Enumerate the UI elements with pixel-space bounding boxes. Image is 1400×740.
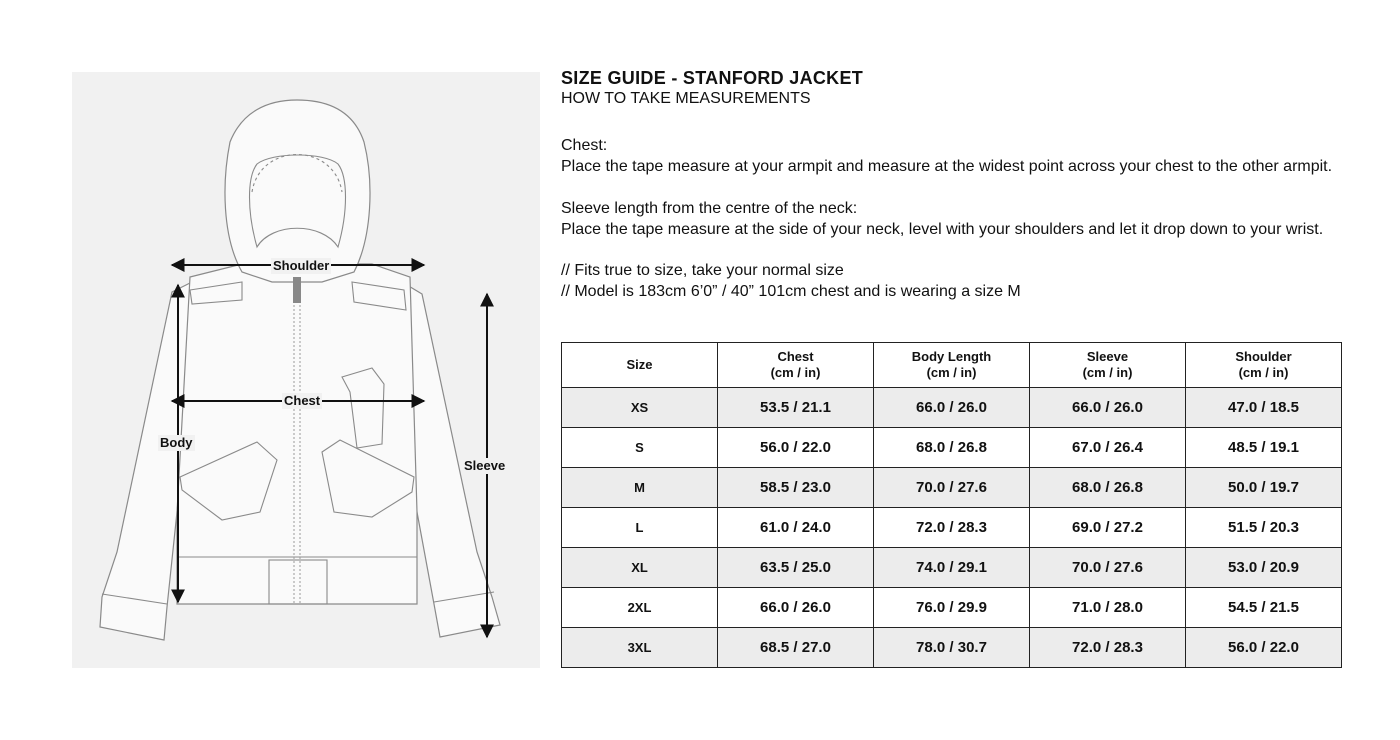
cell-chest: 56.0 / 22.0 bbox=[718, 428, 874, 468]
cell-sleeve: 70.0 / 27.6 bbox=[1030, 548, 1186, 588]
cell-shoulder: 56.0 / 22.0 bbox=[1186, 628, 1342, 668]
page-title: SIZE GUIDE - STANFORD JACKET bbox=[561, 68, 864, 88]
table-row bbox=[562, 588, 1342, 628]
sleeve-heading: Sleeve length from the centre of the neck: bbox=[561, 200, 858, 217]
table-row bbox=[562, 388, 1342, 428]
cell-shoulder: 48.5 / 19.1 bbox=[1186, 428, 1342, 468]
cell-body-length: 70.0 / 27.6 bbox=[874, 468, 1030, 508]
cell-chest: 68.5 / 27.0 bbox=[718, 628, 874, 668]
header-shoulder: Shoulder (cm / in) bbox=[1186, 343, 1342, 388]
fit-note: // Fits true to size, take your normal size bbox=[561, 262, 844, 279]
cell-chest: 58.5 / 23.0 bbox=[718, 468, 874, 508]
table-row bbox=[562, 468, 1342, 508]
table-row bbox=[562, 508, 1342, 548]
cell-chest: 53.5 / 21.1 bbox=[718, 388, 874, 428]
jacket-diagram bbox=[72, 72, 540, 668]
cell-body-length: 68.0 / 26.8 bbox=[874, 428, 1030, 468]
cell-sleeve: 67.0 / 26.4 bbox=[1030, 428, 1186, 468]
header-sleeve: Sleeve (cm / in) bbox=[1030, 343, 1186, 388]
cell-sleeve: 68.0 / 26.8 bbox=[1030, 468, 1186, 508]
cell-sleeve: 72.0 / 28.3 bbox=[1030, 628, 1186, 668]
table-row bbox=[562, 628, 1342, 668]
table-header-row bbox=[562, 343, 1342, 388]
cell-shoulder: 50.0 / 19.7 bbox=[1186, 468, 1342, 508]
cell-size: 3XL bbox=[562, 628, 718, 668]
header-size: Size bbox=[562, 343, 718, 388]
cell-size: L bbox=[562, 508, 718, 548]
cell-size: XL bbox=[562, 548, 718, 588]
cell-body-length: 74.0 / 29.1 bbox=[874, 548, 1030, 588]
jacket-hood bbox=[225, 100, 370, 282]
chest-heading: Chest: bbox=[561, 137, 608, 154]
sleeve-instructions: Place the tape measure at the side of your neck, level with your shoulders and let it drop down to your wrist. bbox=[561, 221, 1324, 238]
cell-body-length: 72.0 / 28.3 bbox=[874, 508, 1030, 548]
chest-label: Chest bbox=[284, 393, 321, 408]
cell-size: S bbox=[562, 428, 718, 468]
size-table bbox=[561, 342, 1342, 668]
cell-body-length: 76.0 / 29.9 bbox=[874, 588, 1030, 628]
jacket-illustration bbox=[72, 72, 540, 668]
cell-sleeve: 69.0 / 27.2 bbox=[1030, 508, 1186, 548]
cell-shoulder: 54.5 / 21.5 bbox=[1186, 588, 1342, 628]
header-chest: Chest (cm / in) bbox=[718, 343, 874, 388]
sleeve-label: Sleeve bbox=[464, 458, 506, 473]
model-note: // Model is 183cm 6’0” / 40” 101cm chest and is wearing a size M bbox=[561, 283, 1021, 300]
cell-shoulder: 47.0 / 18.5 bbox=[1186, 388, 1342, 428]
cell-body-length: 66.0 / 26.0 bbox=[874, 388, 1030, 428]
table-row bbox=[562, 548, 1342, 588]
cell-chest: 66.0 / 26.0 bbox=[718, 588, 874, 628]
cell-sleeve: 71.0 / 28.0 bbox=[1030, 588, 1186, 628]
shoulder-label: Shoulder bbox=[273, 258, 330, 273]
cell-shoulder: 51.5 / 20.3 bbox=[1186, 508, 1342, 548]
table-row bbox=[562, 428, 1342, 468]
body-label: Body bbox=[160, 435, 193, 450]
cell-shoulder: 53.0 / 20.9 bbox=[1186, 548, 1342, 588]
header-body-length: Body Length (cm / in) bbox=[874, 343, 1030, 388]
cell-size: M bbox=[562, 468, 718, 508]
cell-body-length: 78.0 / 30.7 bbox=[874, 628, 1030, 668]
cell-chest: 61.0 / 24.0 bbox=[718, 508, 874, 548]
cell-chest: 63.5 / 25.0 bbox=[718, 548, 874, 588]
cell-size: XS bbox=[562, 388, 718, 428]
cell-sleeve: 66.0 / 26.0 bbox=[1030, 388, 1186, 428]
cell-size: 2XL bbox=[562, 588, 718, 628]
page-subtitle: HOW TO TAKE MEASUREMENTS bbox=[561, 90, 811, 107]
chest-instructions: Place the tape measure at your armpit and measure at the widest point across your chest to the other armpit. bbox=[561, 158, 1333, 175]
jacket-body bbox=[177, 264, 417, 604]
